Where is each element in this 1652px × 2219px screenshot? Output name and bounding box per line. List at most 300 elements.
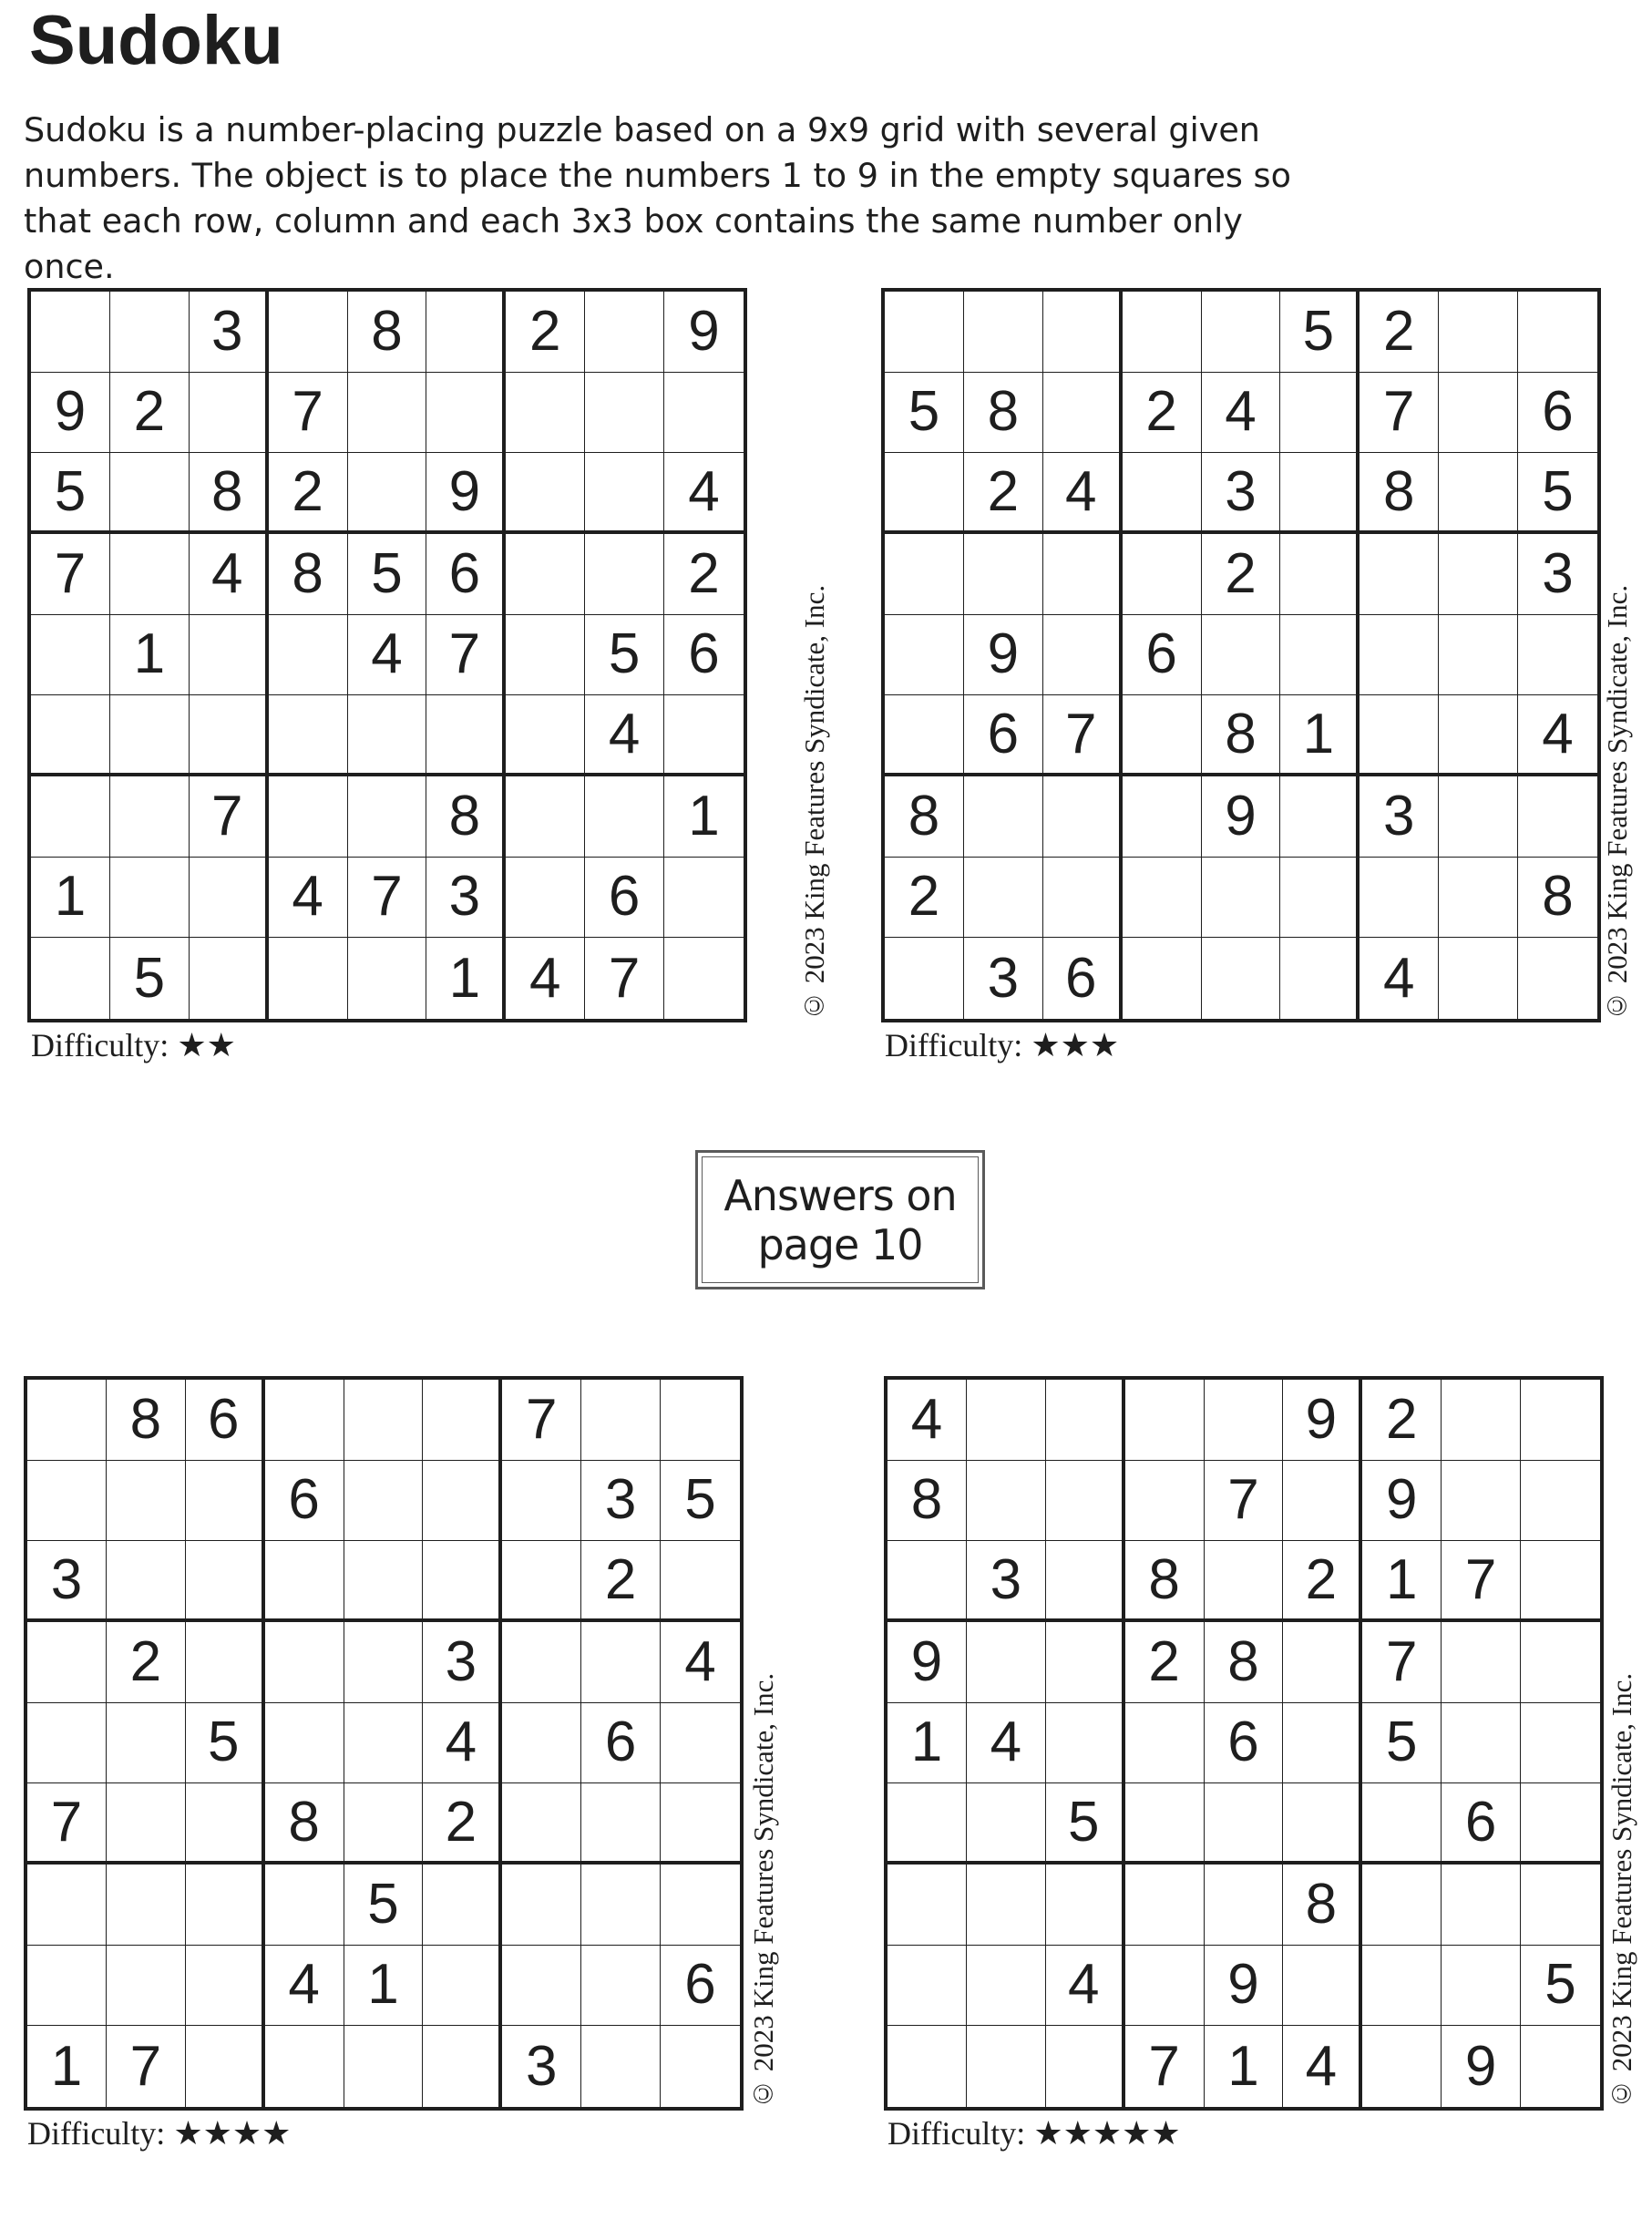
sudoku-cell: 6 (1518, 373, 1597, 454)
sudoku-cell: 4 (265, 1946, 344, 2027)
sudoku-cell (269, 615, 348, 696)
sudoku-cell (967, 1865, 1046, 1946)
sudoku-cell (186, 1622, 265, 1703)
sudoku-cell (1283, 1703, 1362, 1784)
sudoku-cell: 4 (348, 615, 427, 696)
sudoku-cell (31, 615, 110, 696)
sudoku-cell: 5 (344, 1865, 424, 1946)
sudoku-cell (344, 1541, 424, 1622)
sudoku-cell: 1 (344, 1946, 424, 2027)
sudoku-cell: 7 (31, 534, 110, 615)
sudoku-cell (110, 453, 190, 534)
sudoku-cell (502, 1946, 581, 2027)
sudoku-cell: 6 (426, 534, 506, 615)
sudoku-cell: 6 (1205, 1703, 1284, 1784)
sudoku-cell: 8 (964, 373, 1043, 454)
sudoku-cell (1046, 1541, 1125, 1622)
sudoku-cell (1442, 1622, 1521, 1703)
sudoku-cell (1521, 1380, 1600, 1461)
sudoku-cell (265, 2026, 344, 2107)
sudoku-cell (1125, 1380, 1205, 1461)
sudoku-cell: 5 (585, 615, 664, 696)
answers-note-box (695, 1150, 985, 1289)
sudoku-cell: 9 (1362, 1461, 1442, 1542)
sudoku-cell: 8 (265, 1783, 344, 1865)
sudoku-cell (1046, 1461, 1125, 1542)
sudoku-cell (661, 1865, 740, 1946)
sudoku-cell: 2 (107, 1622, 186, 1703)
sudoku-cell (1362, 1783, 1442, 1865)
sudoku-cell (1123, 858, 1202, 939)
sudoku-cell (1123, 292, 1202, 373)
sudoku-cell (1521, 1783, 1600, 1865)
sudoku-cell: 5 (186, 1703, 265, 1784)
sudoku-cell: 6 (964, 695, 1043, 776)
sudoku-cell: 5 (1521, 1946, 1600, 2027)
sudoku-cell: 2 (885, 858, 964, 939)
sudoku-cell (967, 1622, 1046, 1703)
sudoku-cell: 2 (1362, 1380, 1442, 1461)
sudoku-cell (1442, 1946, 1521, 2027)
sudoku-cell (186, 2026, 265, 2107)
sudoku-cell: 2 (1202, 534, 1281, 615)
sudoku-cell: 4 (506, 938, 585, 1019)
difficulty-rating: Difficulty: ★★★★ (27, 2115, 292, 2152)
sudoku-cell (269, 292, 348, 373)
page-title: Sudoku (29, 2, 283, 79)
sudoku-cell: 9 (888, 1622, 967, 1703)
copyright-notice: © 2023 King Features Syndicate, Inc. (747, 1672, 779, 2111)
sudoku-cell (967, 2026, 1046, 2107)
sudoku-cell (110, 534, 190, 615)
sudoku-cell (344, 1461, 424, 1542)
sudoku-cell (1360, 858, 1439, 939)
sudoku-cell: 2 (1360, 292, 1439, 373)
sudoku-cell (1518, 938, 1597, 1019)
sudoku-cell: 7 (1205, 1461, 1284, 1542)
sudoku-cell (1043, 776, 1123, 858)
sudoku-cell: 5 (1280, 292, 1360, 373)
sudoku-cell (1521, 2026, 1600, 2107)
sudoku-cell (186, 1865, 265, 1946)
sudoku-cell: 6 (664, 615, 744, 696)
sudoku-cell (1043, 373, 1123, 454)
sudoku-cell (502, 1783, 581, 1865)
sudoku-cell (344, 1703, 424, 1784)
sudoku-cell (885, 695, 964, 776)
sudoku-cell (964, 776, 1043, 858)
sudoku-cell: 7 (1360, 373, 1439, 454)
sudoku-cell (502, 1541, 581, 1622)
sudoku-cell (1283, 1622, 1362, 1703)
sudoku-cell (1439, 776, 1518, 858)
sudoku-cell (1362, 2026, 1442, 2107)
sudoku-cell (1360, 695, 1439, 776)
sudoku-cell (190, 938, 269, 1019)
sudoku-cell (1123, 534, 1202, 615)
sudoku-cell (888, 1541, 967, 1622)
sudoku-cell (1046, 2026, 1125, 2107)
sudoku-cell: 3 (964, 938, 1043, 1019)
sudoku-cell (1046, 1380, 1125, 1461)
sudoku-cell: 6 (585, 858, 664, 939)
sudoku-cell (1202, 615, 1281, 696)
sudoku-cell (265, 1865, 344, 1946)
sudoku-cell (661, 1380, 740, 1461)
sudoku-cell (1442, 1461, 1521, 1542)
sudoku-cell: 9 (1202, 776, 1281, 858)
sudoku-cell (426, 373, 506, 454)
sudoku-cell: 4 (269, 858, 348, 939)
sudoku-cell (27, 1865, 107, 1946)
sudoku-cell (348, 453, 427, 534)
sudoku-cell: 4 (661, 1622, 740, 1703)
sudoku-cell: 9 (1283, 1380, 1362, 1461)
sudoku-cell (269, 695, 348, 776)
sudoku-cell (344, 1783, 424, 1865)
sudoku-cell: 7 (426, 615, 506, 696)
sudoku-cell (107, 1946, 186, 2027)
sudoku-cell: 4 (190, 534, 269, 615)
sudoku-cell (1360, 534, 1439, 615)
sudoku-cell: 2 (269, 453, 348, 534)
sudoku-cell (1521, 1865, 1600, 1946)
sudoku-cell (1439, 858, 1518, 939)
sudoku-cell (186, 1783, 265, 1865)
sudoku-cell (1125, 1461, 1205, 1542)
sudoku-cell: 7 (1043, 695, 1123, 776)
sudoku-cell: 7 (269, 373, 348, 454)
sudoku-cell (885, 453, 964, 534)
sudoku-cell: 3 (423, 1622, 502, 1703)
sudoku-cell: 5 (31, 453, 110, 534)
sudoku-grid (884, 1376, 1604, 2111)
sudoku-cell: 6 (186, 1380, 265, 1461)
sudoku-cell (964, 292, 1043, 373)
sudoku-cell: 3 (1202, 453, 1281, 534)
sudoku-cell: 2 (1283, 1541, 1362, 1622)
sudoku-cell (1283, 1783, 1362, 1865)
sudoku-cell: 6 (1043, 938, 1123, 1019)
sudoku-cell (348, 695, 427, 776)
sudoku-cell (664, 373, 744, 454)
sudoku-cell (506, 615, 585, 696)
sudoku-cell (1439, 373, 1518, 454)
sudoku-cell: 1 (888, 1703, 967, 1784)
sudoku-cell: 1 (1362, 1541, 1442, 1622)
difficulty-rating: Difficulty: ★★★★★ (888, 2115, 1181, 2152)
sudoku-grid (27, 288, 747, 1022)
sudoku-cell: 9 (426, 453, 506, 534)
sudoku-cell: 8 (1360, 453, 1439, 534)
sudoku-cell (585, 534, 664, 615)
sudoku-cell (344, 1380, 424, 1461)
sudoku-cell: 8 (1518, 858, 1597, 939)
sudoku-cell (581, 1380, 661, 1461)
sudoku-cell (1442, 1703, 1521, 1784)
sudoku-cell: 8 (1205, 1622, 1284, 1703)
sudoku-cell (31, 938, 110, 1019)
sudoku-cell: 7 (1442, 1541, 1521, 1622)
sudoku-cell (581, 1865, 661, 1946)
sudoku-cell (348, 373, 427, 454)
sudoku-cell (27, 1946, 107, 2027)
sudoku-cell (1202, 938, 1281, 1019)
sudoku-cell: 2 (110, 373, 190, 454)
sudoku-cell (1439, 695, 1518, 776)
sudoku-cell (190, 858, 269, 939)
sudoku-cell: 1 (1280, 695, 1360, 776)
sudoku-cell (964, 858, 1043, 939)
sudoku-cell: 8 (107, 1380, 186, 1461)
sudoku-cell (1202, 858, 1281, 939)
sudoku-cell (1125, 1946, 1205, 2027)
sudoku-cell (581, 1622, 661, 1703)
sudoku-cell: 3 (502, 2026, 581, 2107)
sudoku-cell (1046, 1703, 1125, 1784)
sudoku-cell (1360, 615, 1439, 696)
sudoku-cell (1442, 1380, 1521, 1461)
sudoku-cell (1518, 615, 1597, 696)
sudoku-cell (27, 1703, 107, 1784)
sudoku-cell: 8 (269, 534, 348, 615)
sudoku-cell: 8 (1125, 1541, 1205, 1622)
sudoku-cell: 3 (1360, 776, 1439, 858)
sudoku-cell (664, 938, 744, 1019)
sudoku-cell: 8 (348, 292, 427, 373)
sudoku-cell (423, 1380, 502, 1461)
intro-text: Sudoku is a number-placing puzzle based on a 9x9 grid with several given numbers. The object is to place the numbers 1 to 9 in the empty squares so that each row, column and each 3x3 box contains the same number only once. (24, 110, 1291, 286)
sudoku-cell: 2 (664, 534, 744, 615)
sudoku-cell (585, 292, 664, 373)
sudoku-cell (1283, 1461, 1362, 1542)
sudoku-cell (186, 1461, 265, 1542)
sudoku-cell: 4 (1283, 2026, 1362, 2107)
sudoku-cell: 3 (967, 1541, 1046, 1622)
sudoku-cell (1518, 776, 1597, 858)
sudoku-cell (1280, 858, 1360, 939)
sudoku-cell (585, 373, 664, 454)
sudoku-cell (186, 1541, 265, 1622)
sudoku-cell (107, 1783, 186, 1865)
sudoku-cell (967, 1946, 1046, 2027)
sudoku-cell (1439, 615, 1518, 696)
sudoku-cell (885, 938, 964, 1019)
sudoku-cell: 2 (581, 1541, 661, 1622)
sudoku-cell (885, 615, 964, 696)
sudoku-cell (1123, 776, 1202, 858)
sudoku-cell (344, 1622, 424, 1703)
sudoku-cell (1442, 1865, 1521, 1946)
sudoku-cell (1043, 292, 1123, 373)
sudoku-cell: 7 (107, 2026, 186, 2107)
sudoku-cell (967, 1380, 1046, 1461)
sudoku-cell (1280, 453, 1360, 534)
sudoku-cell (888, 1946, 967, 2027)
sudoku-cell (506, 453, 585, 534)
sudoku-cell: 9 (1205, 1946, 1284, 2027)
sudoku-cell (661, 1703, 740, 1784)
sudoku-grid (24, 1376, 744, 2111)
sudoku-cell (1439, 534, 1518, 615)
sudoku-cell: 4 (1518, 695, 1597, 776)
sudoku-cell: 7 (348, 858, 427, 939)
sudoku-cell: 1 (1205, 2026, 1284, 2107)
sudoku-cell: 4 (1360, 938, 1439, 1019)
sudoku-cell: 1 (664, 776, 744, 858)
sudoku-cell (664, 695, 744, 776)
sudoku-cell (1362, 1946, 1442, 2027)
sudoku-cell (1123, 695, 1202, 776)
sudoku-cell (265, 1380, 344, 1461)
sudoku-cell: 5 (1362, 1703, 1442, 1784)
sudoku-cell: 7 (1125, 2026, 1205, 2107)
sudoku-cell (1125, 1783, 1205, 1865)
sudoku-cell: 4 (1043, 453, 1123, 534)
sudoku-cell: 4 (1202, 373, 1281, 454)
sudoku-cell: 8 (426, 776, 506, 858)
sudoku-cell (964, 534, 1043, 615)
sudoku-cell (107, 1461, 186, 1542)
sudoku-cell (1521, 1461, 1600, 1542)
sudoku-cell (344, 2026, 424, 2107)
sudoku-cell: 4 (1046, 1946, 1125, 2027)
sudoku-cell: 8 (1283, 1865, 1362, 1946)
sudoku-cell: 9 (664, 292, 744, 373)
sudoku-cell: 2 (1123, 373, 1202, 454)
sudoku-cell: 4 (585, 695, 664, 776)
sudoku-cell (31, 776, 110, 858)
sudoku-cell (502, 1865, 581, 1946)
sudoku-cell (581, 1946, 661, 2027)
sudoku-cell (107, 1703, 186, 1784)
sudoku-cell (1205, 1541, 1284, 1622)
difficulty-rating: Difficulty: ★★ (31, 1027, 236, 1063)
sudoku-cell (107, 1865, 186, 1946)
sudoku-cell (190, 373, 269, 454)
sudoku-cell (1123, 453, 1202, 534)
sudoku-cell (502, 1703, 581, 1784)
sudoku-cell (506, 695, 585, 776)
sudoku-cell (888, 2026, 967, 2107)
sudoku-cell: 6 (581, 1703, 661, 1784)
copyright-notice: © 2023 King Features Syndicate, Inc. (1601, 584, 1633, 1022)
sudoku-cell: 5 (885, 373, 964, 454)
sudoku-cell (585, 776, 664, 858)
sudoku-cell: 8 (1202, 695, 1281, 776)
sudoku-cell (423, 1946, 502, 2027)
sudoku-cell (27, 1380, 107, 1461)
sudoku-cell (967, 1461, 1046, 1542)
sudoku-cell (967, 1783, 1046, 1865)
sudoku-cell (1043, 858, 1123, 939)
sudoku-cell (888, 1783, 967, 1865)
sudoku-cell: 5 (1518, 453, 1597, 534)
sudoku-cell (502, 1461, 581, 1542)
sudoku-cell: 4 (664, 453, 744, 534)
sudoku-cell (1280, 373, 1360, 454)
sudoku-cell (269, 776, 348, 858)
sudoku-cell (265, 1541, 344, 1622)
sudoku-cell: 2 (964, 453, 1043, 534)
sudoku-cell: 8 (888, 1461, 967, 1542)
sudoku-cell (27, 1461, 107, 1542)
sudoku-cell (1439, 453, 1518, 534)
sudoku-cell: 5 (110, 938, 190, 1019)
sudoku-cell (1205, 1783, 1284, 1865)
sudoku-cell: 1 (426, 938, 506, 1019)
sudoku-cell (661, 1783, 740, 1865)
sudoku-cell (506, 534, 585, 615)
sudoku-cell (348, 776, 427, 858)
sudoku-cell: 5 (1046, 1783, 1125, 1865)
sudoku-cell (27, 1622, 107, 1703)
sudoku-cell (1043, 534, 1123, 615)
sudoku-cell (1280, 534, 1360, 615)
sudoku-cell (661, 2026, 740, 2107)
sudoku-cell: 2 (423, 1783, 502, 1865)
sudoku-cell (1280, 615, 1360, 696)
answers-note-line2: page 10 (757, 1219, 923, 1269)
sudoku-cell (506, 858, 585, 939)
sudoku-cell (110, 858, 190, 939)
sudoku-cell: 3 (190, 292, 269, 373)
sudoku-cell (1125, 1703, 1205, 1784)
copyright-notice: © 2023 King Features Syndicate, Inc. (1606, 1672, 1637, 2111)
sudoku-cell (1518, 292, 1597, 373)
sudoku-cell: 4 (888, 1380, 967, 1461)
sudoku-cell (110, 776, 190, 858)
sudoku-cell (502, 1622, 581, 1703)
sudoku-cell: 4 (967, 1703, 1046, 1784)
copyright-notice: © 2023 King Features Syndicate, Inc. (798, 584, 830, 1022)
sudoku-cell: 6 (1123, 615, 1202, 696)
sudoku-cell (661, 1541, 740, 1622)
sudoku-cell (426, 695, 506, 776)
sudoku-cell: 7 (585, 938, 664, 1019)
sudoku-cell (585, 453, 664, 534)
sudoku-cell (1123, 938, 1202, 1019)
sudoku-cell (1046, 1622, 1125, 1703)
sudoku-cell (265, 1622, 344, 1703)
sudoku-cell (581, 1783, 661, 1865)
sudoku-cell: 1 (110, 615, 190, 696)
sudoku-cell (107, 1541, 186, 1622)
difficulty-rating: Difficulty: ★★★ (885, 1027, 1120, 1063)
sudoku-cell: 1 (27, 2026, 107, 2107)
sudoku-cell: 9 (964, 615, 1043, 696)
sudoku-cell (423, 1461, 502, 1542)
sudoku-cell (31, 695, 110, 776)
sudoku-cell (1283, 1946, 1362, 2027)
sudoku-cell: 3 (27, 1541, 107, 1622)
answers-note-line1: Answers on (723, 1170, 957, 1220)
sudoku-cell (265, 1703, 344, 1784)
sudoku-cell: 6 (661, 1946, 740, 2027)
sudoku-cell (1521, 1703, 1600, 1784)
sudoku-cell (1205, 1380, 1284, 1461)
sudoku-cell (190, 695, 269, 776)
sudoku-cell (426, 292, 506, 373)
sudoku-cell (581, 2026, 661, 2107)
sudoku-cell: 7 (1362, 1622, 1442, 1703)
sudoku-cell (186, 1946, 265, 2027)
sudoku-cell (888, 1865, 967, 1946)
sudoku-cell (1043, 615, 1123, 696)
sudoku-cell (1439, 292, 1518, 373)
sudoku-cell (1280, 776, 1360, 858)
sudoku-cell (423, 1865, 502, 1946)
